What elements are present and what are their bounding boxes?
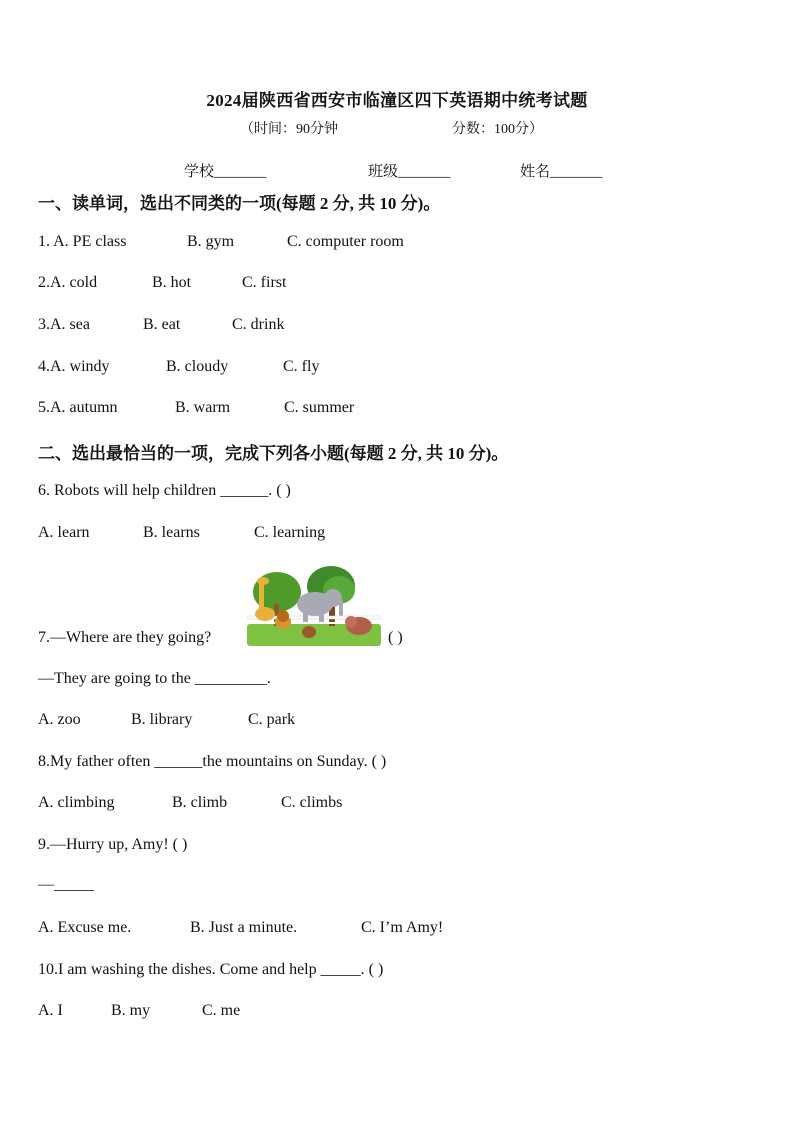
question-7-answer: —They are going to the _________. xyxy=(38,670,271,687)
question-3 xyxy=(38,316,284,334)
option-a: A. climbing xyxy=(38,794,115,811)
option-c: C. learning xyxy=(254,524,326,541)
option-c: C. I’m Amy! xyxy=(361,919,444,936)
page-title: 2024届陕西省西安市临潼区四下英语期中统考试题 xyxy=(206,91,588,110)
option-c: C. me xyxy=(202,1002,241,1019)
option-b: B. hot xyxy=(152,274,192,291)
zoo-illustration xyxy=(247,566,381,646)
option-c: C. computer room xyxy=(287,233,404,250)
option-c: C. climbs xyxy=(281,794,343,811)
option-a: 1. A. PE class xyxy=(38,233,127,250)
question-7-paren: ( ) xyxy=(388,629,403,646)
option-a: 2.A. cold xyxy=(38,274,98,291)
option-b: B. Just a minute. xyxy=(190,919,298,936)
section2-heading: 二、选出最恰当的一项，完成下列各小题(每题 2 分, 共 10 分)。 xyxy=(38,444,509,463)
question-10-stem: 10.I am washing the dishes. Come and help _____. ( ) xyxy=(38,961,384,978)
option-b: B. warm xyxy=(175,399,231,416)
exam-time: （时间：90分钟 xyxy=(240,122,338,137)
question-9-options xyxy=(38,919,443,937)
question-8-stem: 8.My father often ______the mountains on Sunday. ( ) xyxy=(38,753,387,770)
option-b: B. my xyxy=(111,1002,151,1019)
option-b: B. library xyxy=(131,711,193,728)
exam-score: 分数：100分） xyxy=(452,122,543,137)
option-a: A. Excuse me. xyxy=(38,919,132,936)
option-b: B. climb xyxy=(172,794,228,811)
question-5 xyxy=(38,399,354,417)
section1-heading: 一、读单词，选出不同类的一项(每题 2 分, 共 10 分)。 xyxy=(38,194,441,213)
option-b: B. cloudy xyxy=(166,358,229,375)
name-field: 姓名_______ xyxy=(520,164,603,180)
option-a: A. I xyxy=(38,1002,63,1019)
option-a: A. zoo xyxy=(38,711,81,728)
question-9-reply: —_____ xyxy=(38,876,94,893)
option-a: A. learn xyxy=(38,524,90,541)
option-a: 5.A. autumn xyxy=(38,399,118,416)
option-a: 3.A. sea xyxy=(38,316,90,333)
option-c: C. fly xyxy=(283,358,320,375)
question-7-options xyxy=(38,711,295,729)
question-8-options xyxy=(38,794,342,812)
question-1 xyxy=(38,233,404,251)
option-c: C. drink xyxy=(232,316,285,333)
class-field: 班级_______ xyxy=(368,164,451,180)
option-c: C. park xyxy=(248,711,296,728)
school-field: 学校_______ xyxy=(184,164,267,180)
question-4 xyxy=(38,358,319,376)
option-b: B. eat xyxy=(143,316,181,333)
option-b: B. learns xyxy=(143,524,200,541)
question-6-options xyxy=(38,524,325,542)
option-c: C. first xyxy=(242,274,287,291)
question-2 xyxy=(38,274,286,292)
option-c: C. summer xyxy=(284,399,355,416)
question-9-stem: 9.—Hurry up, Amy! ( ) xyxy=(38,836,188,853)
question-6-stem: 6. Robots will help children ______. ( ) xyxy=(38,482,291,499)
question-7-stem: 7.—Where are they going? xyxy=(38,629,212,646)
option-b: B. gym xyxy=(187,233,235,250)
option-a: 4.A. windy xyxy=(38,358,110,375)
question-10-options xyxy=(38,1002,240,1020)
